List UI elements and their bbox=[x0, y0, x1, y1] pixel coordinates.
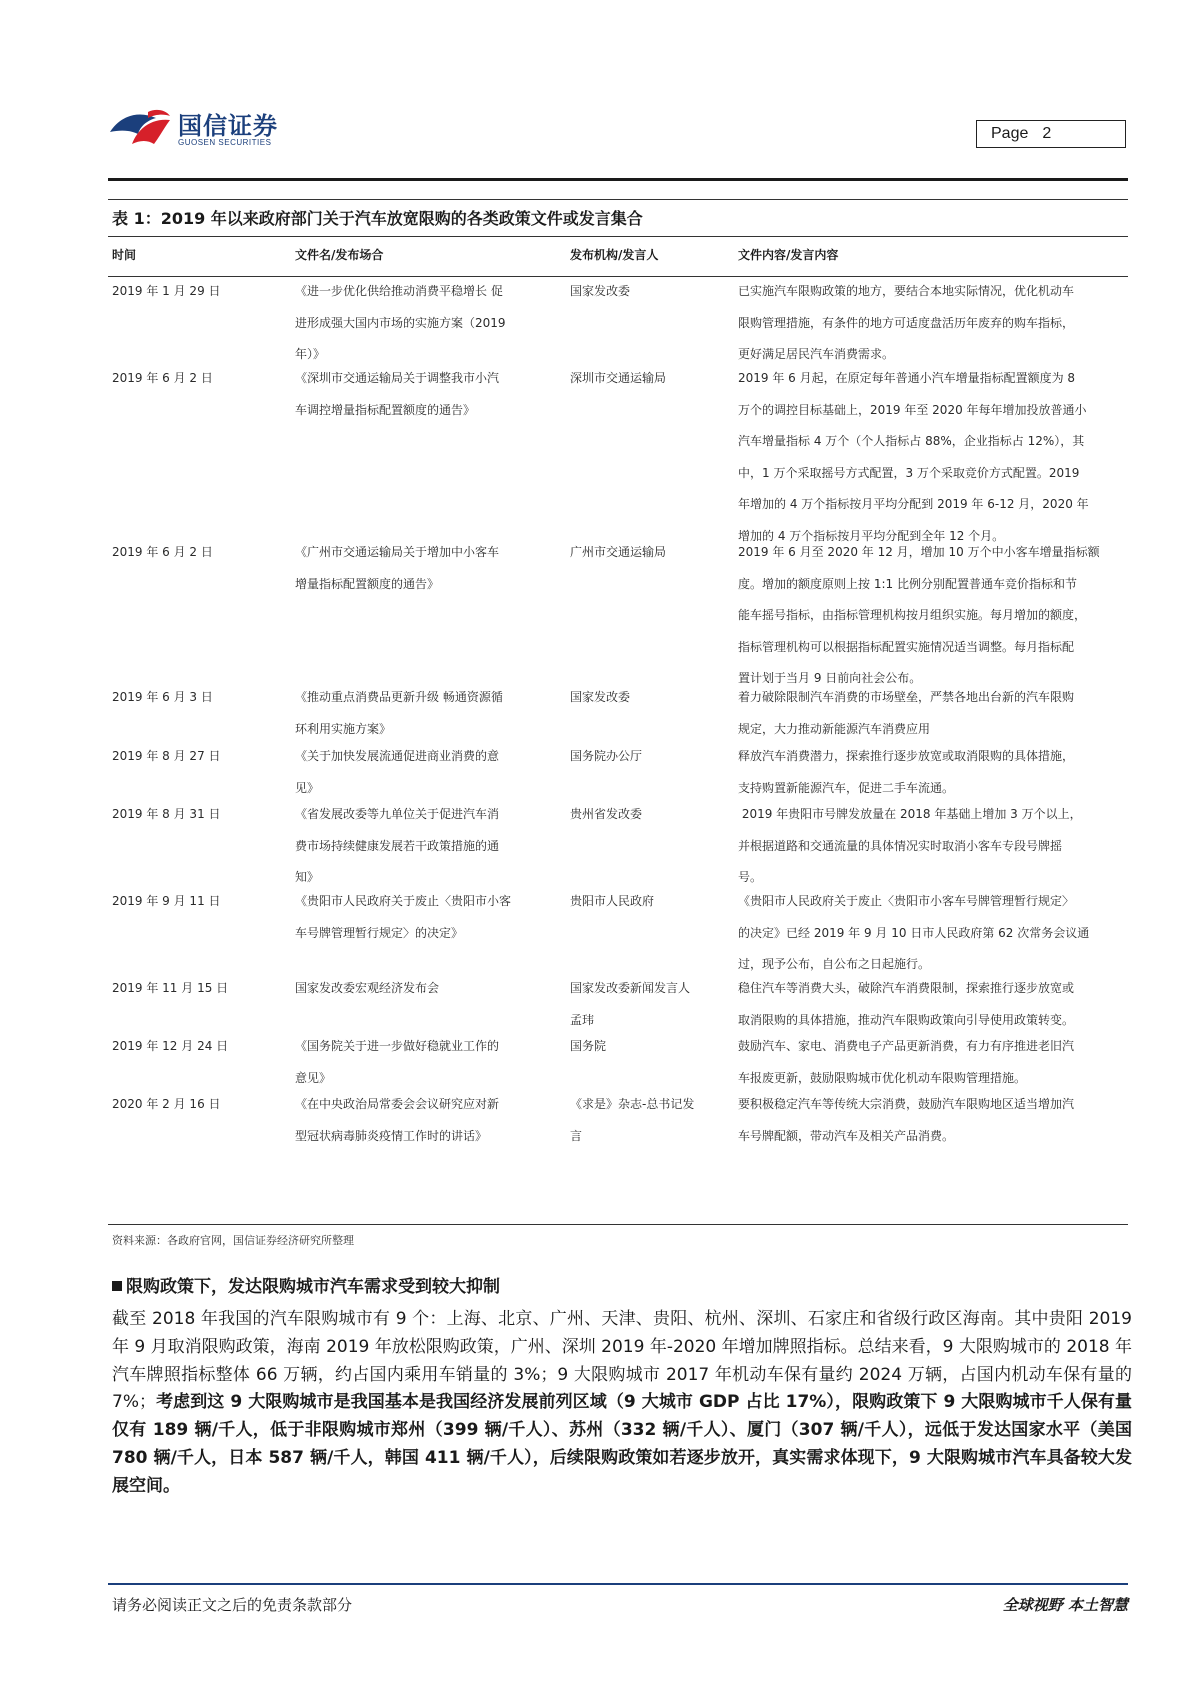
para-bold-text: 考虑到这 9 大限购城市是我国基本是我国经济发展前列区域（9 大城市 GDP 占比 17%），限购政策下 9 大限购城市千人保有量仅有 189 辆/千人，低于非限购城市郑州（399 辆/千人）、苏州（332 辆/千人）、厦门（307 辆/千人），远低于发达国家水平（美国 780 辆/千人，日本 587 辆/千人，韩国 411 辆/千人），后续限购政策如若逐步放开，真实需求体现下，9 大限购城市汽车具备较大发展空间。 bbox=[112, 1392, 1132, 1496]
table-bottom-rule bbox=[108, 1224, 1128, 1225]
cell-content bbox=[738, 682, 1138, 745]
cell-content-line: 2019 年贵阳市号牌发放量在 2018 年基础上增加 3 万个以上， bbox=[738, 807, 1082, 821]
cell-content-line: 度。增加的额度原则上按 1:1 比例分别配置普通车竞价指标和节 bbox=[738, 576, 1077, 591]
cell-content-line: 汽车增量指标 4 万个（个人指标占 88%，企业指标占 12%），其 bbox=[738, 434, 1085, 448]
cell-content-line: 着力破除限制汽车消费的市场壁垒，严禁各地出台新的汽车限购 bbox=[738, 690, 1075, 704]
cell-org-line: 贵州省发改委 bbox=[570, 807, 643, 821]
cell-content-line: 取消限购的具体措施，推动汽车限购政策向引导使用政策转变。 bbox=[738, 1012, 1075, 1027]
cell-doc-line: 《在中央政治局常委会会议研究应对新 bbox=[295, 1097, 500, 1111]
page-label: Page bbox=[991, 125, 1029, 142]
cell-doc-line: 《深圳市交通运输局关于调整我市小汽 bbox=[295, 371, 500, 385]
cell-org bbox=[570, 973, 725, 1036]
cell-doc-line: 增量指标配置额度的通告》 bbox=[295, 576, 440, 591]
table-title: 表 1：2019 年以来政府部门关于汽车放宽限购的各类政策文件或发言集合 bbox=[112, 209, 643, 228]
cell-content-line: 能车摇号指标，由指标管理机构按月组织实施。每月增加的额度， bbox=[738, 608, 1087, 622]
cell-org-line: 贵阳市人民政府 bbox=[570, 894, 655, 908]
cell-date: 2019 年 6 月 3 日 bbox=[112, 690, 213, 704]
cell-org-line: 国务院办公厅 bbox=[570, 749, 643, 763]
cell-doc bbox=[295, 886, 550, 949]
cell-content-line: 置计划于当月 9 日前向社会公布。 bbox=[738, 671, 922, 685]
cell-org-line: 国家发改委 bbox=[570, 284, 631, 298]
cell-content-line: 鼓励汽车、家电、消费电子产品更新消费，有力有序推进老旧汽 bbox=[738, 1039, 1075, 1053]
page-indicator bbox=[976, 120, 1126, 148]
cell-doc-line: 年）》 bbox=[295, 347, 326, 361]
cell-content-line: 号。 bbox=[738, 870, 763, 884]
cell-doc-line: 《国务院关于进一步做好稳就业工作的 bbox=[295, 1039, 500, 1053]
cell-org-line: 国家发改委 bbox=[570, 690, 631, 704]
cell-content-line: 《贵阳市人民政府关于废止〈贵阳市小客车号牌管理暂行规定〉 bbox=[738, 894, 1075, 908]
cell-content-line: 万个的调控目标基础上，2019 年至 2020 年每年增加投放普通小 bbox=[738, 402, 1087, 417]
cell-content-line: 释放汽车消费潜力，探索推行逐步放宽或取消限购的具体措施， bbox=[738, 749, 1075, 763]
cell-content bbox=[738, 276, 1138, 371]
cell-org bbox=[570, 1089, 725, 1152]
cell-doc bbox=[295, 1031, 550, 1094]
table-header-rule bbox=[108, 236, 1128, 237]
cell-doc-line: 《关于加快发展流通促进商业消费的意 bbox=[295, 749, 500, 763]
cell-date: 2019 年 11 月 15 日 bbox=[112, 981, 229, 995]
cell-org-line: 言 bbox=[570, 1128, 583, 1143]
table-top-rule bbox=[108, 199, 1128, 200]
cell-content-line: 增加的 4 万个指标按月平均分配到全年 12 个月。 bbox=[738, 528, 1005, 543]
cell-doc-line: 费市场持续健康发展若干政策措施的通 bbox=[295, 838, 500, 853]
cell-content bbox=[738, 741, 1138, 804]
cell-doc-line: 国家发改委宏观经济发布会 bbox=[295, 981, 440, 995]
cell-org bbox=[570, 741, 725, 773]
cell-date: 2020 年 2 月 16 日 bbox=[112, 1097, 221, 1111]
column-header-date: 时间 bbox=[112, 248, 137, 262]
cell-content-line: 更好满足居民汽车消费需求。 bbox=[738, 347, 895, 361]
cell-content-line: 车号牌配额，带动汽车及相关产品消费。 bbox=[738, 1128, 955, 1143]
body-paragraph bbox=[112, 1306, 1132, 1501]
column-header-content: 文件内容/发言内容 bbox=[738, 248, 839, 262]
cell-doc-line: 进形成强大国内市场的实施方案（2019 bbox=[295, 315, 506, 330]
section-title-text: 限购政策下，发达限购城市汽车需求受到较大抑制 bbox=[126, 1277, 500, 1297]
cell-doc bbox=[295, 741, 550, 804]
cell-date: 2019 年 8 月 31 日 bbox=[112, 807, 221, 821]
cell-doc-line: 车号牌管理暂行规定〉的决定》 bbox=[295, 925, 464, 940]
cell-content bbox=[738, 537, 1138, 695]
cell-org bbox=[570, 276, 725, 308]
cell-content bbox=[738, 799, 1138, 894]
cell-content-line: 指标管理机构可以根据指标配置实施情况适当调整。每月指标配 bbox=[738, 639, 1075, 654]
section-title bbox=[112, 1272, 500, 1297]
cell-org bbox=[570, 682, 725, 714]
cell-doc bbox=[295, 682, 550, 745]
cell-content bbox=[738, 886, 1138, 981]
cell-doc-line: 《进一步优化供给推动消费平稳增长 促 bbox=[295, 284, 503, 298]
cell-org-line: 深圳市交通运输局 bbox=[570, 371, 667, 385]
cell-content-line: 并根据道路和交通流量的具体情况实时取消小客车专段号牌摇 bbox=[738, 838, 1063, 853]
cell-content-line: 2019 年 6 月起，在原定每年普通小汽车增量指标配置额度为 8 bbox=[738, 371, 1076, 385]
cell-org bbox=[570, 886, 725, 918]
cell-content-line: 车报废更新，鼓励限购城市优化机动车限购管理措施。 bbox=[738, 1070, 1027, 1085]
cell-doc-line: 知》 bbox=[295, 870, 320, 884]
brand-name-en: GUOSEN SECURITIES bbox=[178, 138, 272, 147]
cell-org-line: 国务院 bbox=[570, 1039, 607, 1053]
cell-doc-line: 环利用实施方案》 bbox=[295, 721, 392, 736]
cell-doc-line: 见》 bbox=[295, 780, 320, 795]
cell-content bbox=[738, 973, 1138, 1036]
cell-doc bbox=[295, 276, 550, 371]
cell-doc bbox=[295, 1089, 550, 1152]
cell-content bbox=[738, 1031, 1138, 1094]
cell-doc bbox=[295, 537, 550, 600]
cell-org-line: 国家发改委新闻发言人 bbox=[570, 981, 691, 995]
cell-org bbox=[570, 363, 725, 395]
cell-org bbox=[570, 537, 725, 569]
footer-disclaimer: 请务必阅读正文之后的免责条款部分 bbox=[112, 1596, 353, 1614]
table-source: 资料来源：各政府官网，国信证券经济研究所整理 bbox=[112, 1234, 354, 1247]
cell-doc-line: 《省发展改委等九单位关于促进汽车消 bbox=[295, 807, 500, 821]
cell-content-line: 规定，大力推动新能源汽车消费应用 bbox=[738, 721, 931, 736]
cell-date: 2019 年 8 月 27 日 bbox=[112, 749, 221, 763]
cell-doc bbox=[295, 799, 550, 894]
cell-doc bbox=[295, 363, 550, 426]
cell-doc-line: 《推动重点消费品更新升级 畅通资源循 bbox=[295, 690, 503, 704]
cell-content-line: 支持购置新能源汽车，促进二手车流通。 bbox=[738, 780, 955, 795]
cell-org-line: 孟玮 bbox=[570, 1012, 595, 1027]
cell-org-line: 《求是》杂志-总书记发 bbox=[570, 1097, 695, 1111]
footer-slogan: 全球视野 本土智慧 bbox=[1002, 1596, 1128, 1614]
bullet-square-icon bbox=[112, 1281, 122, 1291]
cell-doc-line: 车调控增量指标配置额度的通告》 bbox=[295, 402, 476, 417]
cell-content-line: 过，现予公布，自公布之日起施行。 bbox=[738, 957, 931, 971]
cell-content bbox=[738, 363, 1138, 552]
footer-divider bbox=[108, 1583, 1128, 1585]
cell-content-line: 已实施汽车限购政策的地方，要结合本地实际情况，优化机动车 bbox=[738, 284, 1075, 298]
page-number: 2 bbox=[1042, 125, 1052, 142]
column-header-doc: 文件名/发布场合 bbox=[295, 248, 384, 262]
header-divider bbox=[108, 178, 1128, 181]
cell-doc-line: 《广州市交通运输局关于增加中小客车 bbox=[295, 545, 500, 559]
cell-doc-line: 型冠状病毒肺炎疫情工作时的讲话》 bbox=[295, 1128, 488, 1143]
cell-content-line: 中，1 万个采取摇号方式配置，3 万个采取竞价方式配置。2019 bbox=[738, 465, 1080, 480]
cell-content-line: 限购管理措施，有条件的地方可适度盘活历年废弃的购车指标， bbox=[738, 315, 1075, 330]
cell-doc-line: 《贵阳市人民政府关于废止〈贵阳市小客 bbox=[295, 894, 512, 908]
brand-name: 国信证券 bbox=[178, 112, 278, 140]
cell-date: 2019 年 1 月 29 日 bbox=[112, 284, 221, 298]
cell-content-line: 的决定》已经 2019 年 9 月 10 日市人民政府第 62 次常务会议通 bbox=[738, 925, 1090, 940]
column-header-org: 发布机构/发言人 bbox=[570, 248, 659, 262]
cell-org-line: 广州市交通运输局 bbox=[570, 545, 667, 559]
cell-content-line: 要积极稳定汽车等传统大宗消费，鼓励汽车限购地区适当增加汽 bbox=[738, 1097, 1075, 1111]
cell-date: 2019 年 6 月 2 日 bbox=[112, 371, 213, 385]
cell-content-line: 2019 年 6 月至 2020 年 12 月，增加 10 万个中小客车增量指标额 bbox=[738, 545, 1100, 559]
cell-doc-line: 意见》 bbox=[295, 1070, 332, 1085]
cell-date: 2019 年 9 月 11 日 bbox=[112, 894, 221, 908]
para-normal-text: 截至 2018 年我国的汽车限购城市有 9 个：上海、北京、广州、天津、贵阳、杭州、深圳、石家庄和省级行政区海南。其中贵阳 2019 年 9 月取消限购政策，海南 2019 年放松限购政策，广州、深圳 2019 年-2020 年增加牌照指标。总结来看，9 大限购城市的 2018 年汽车牌照指标整体 66 万辆，约占国内乘用车销量的 3%；9 大限购城市 2017 年机动车保有量约 2024 万辆，占国内机动车保有量的 7%； bbox=[112, 1309, 1132, 1413]
cell-content-line: 稳住汽车等消费大头，破除汽车消费限制，探索推行逐步放宽或 bbox=[738, 981, 1075, 995]
cell-org bbox=[570, 799, 725, 831]
cell-date: 2019 年 6 月 2 日 bbox=[112, 545, 213, 559]
cell-content bbox=[738, 1089, 1138, 1152]
cell-content-line: 年增加的 4 万个指标按月平均分配到 2019 年 6-12 月，2020 年 bbox=[738, 497, 1089, 511]
cell-doc bbox=[295, 973, 550, 1005]
cell-date: 2019 年 12 月 24 日 bbox=[112, 1039, 229, 1053]
cell-org bbox=[570, 1031, 725, 1063]
